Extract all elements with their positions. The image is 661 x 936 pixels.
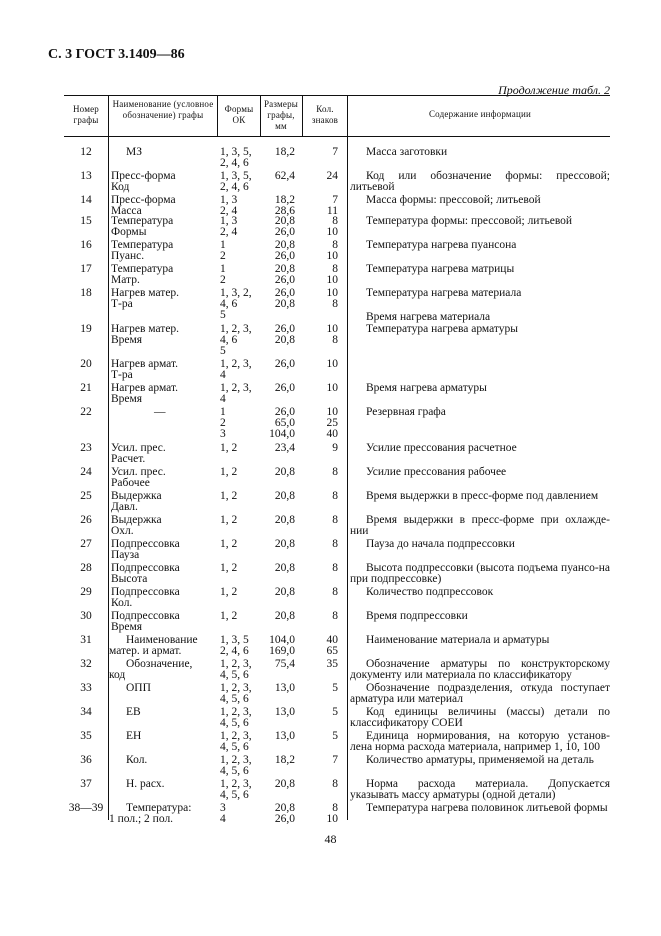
page-number: 48 [324, 832, 337, 846]
col-header-name: Наименование (условное обозначение) графы [112, 99, 214, 120]
cell-size: 13,0 [274, 730, 295, 742]
cell-content: Норма расхода материала. Допускается указывать массу арматуры (одной детали) [350, 778, 610, 801]
cell-cnt: 7 11 [326, 194, 338, 217]
cell-name: Нагрев армат. Время [111, 382, 179, 405]
col-header-num: Номер графы [72, 104, 100, 125]
cell-n: 18 [80, 287, 92, 299]
cell-n: 13 [80, 170, 92, 182]
cell-name: Температура Формы [111, 215, 174, 238]
cell-n: 24 [80, 466, 92, 478]
cell-name: ЕВ [126, 706, 141, 718]
col-header-forms: Формы ОК [224, 104, 254, 125]
table-continuation-label: Продолжение табл. 2 [498, 83, 610, 97]
cell-name: ЕН [126, 730, 142, 742]
cell-forms: 1, 2 [220, 442, 238, 454]
cell-forms: 1, 2, 3, 4 [220, 358, 252, 381]
cell-name: ОПП [126, 682, 151, 694]
cell-size: 20,8 [274, 490, 295, 502]
cell-size: 20,8 [274, 586, 295, 598]
cell-size: 20,8 [274, 514, 295, 526]
cell-n: 20 [80, 358, 92, 370]
cell-forms: 1, 3 2, 4 [220, 194, 238, 217]
cell-name: Пресс-форма Масса [111, 194, 176, 217]
cell-cnt: 40 65 [326, 634, 338, 657]
cell-content: Обозначение арматуры по конструкторскому документу или материала по классификатору [350, 658, 610, 681]
cell-name: МЗ [126, 146, 142, 158]
cell-forms: 1, 2, 3, 4 [220, 382, 252, 405]
cell-size: 20,8 26,0 [274, 239, 295, 262]
cell-forms: 1, 2 [220, 610, 238, 622]
cell-n: 26 [80, 514, 92, 526]
cell-size: 26,0 20,8 [274, 287, 295, 310]
cell-content: Усилие прессования рабочее [366, 466, 507, 478]
cell-forms: 1, 2 [220, 538, 238, 550]
cell-cnt: 8 [332, 538, 338, 550]
cell-content: Температура нагрева материала [366, 287, 522, 299]
cell-content: Время выдержки в пресс-форме под давлением [366, 490, 599, 502]
cell-content: Время выдержки в пресс-форме при охлажде-нии [350, 514, 610, 537]
cell-n: 32 [80, 658, 92, 670]
cell-n: 15 [80, 215, 92, 227]
col-divider [347, 95, 348, 136]
cell-size: 20,8 [274, 562, 295, 574]
cell-cnt: 8 10 [326, 239, 338, 262]
cell-forms: 1, 2, 3, 4, 5, 6 [220, 658, 252, 681]
cell-size: 20,8 [274, 610, 295, 622]
cell-name: Подпрессовка Время [111, 610, 180, 633]
cell-n: 29 [80, 586, 92, 598]
cell-size: 20,8 26,0 [274, 802, 295, 825]
cell-content: Наименование материала и арматуры [366, 634, 550, 646]
cell-n: 22 [80, 406, 92, 418]
cell-forms: 1, 3, 5 2, 4, 6 [220, 634, 249, 657]
cell-forms: 1, 2 [220, 562, 238, 574]
cell-n: 16 [80, 239, 92, 251]
cell-size: 62,4 [274, 170, 295, 182]
cell-n: 36 [80, 754, 92, 766]
cell-n: 17 [80, 263, 92, 275]
col-divider [108, 136, 109, 820]
cell-name: Нагрев армат. Т-ра [111, 358, 179, 381]
cell-cnt: 8 [332, 562, 338, 574]
cell-forms: 1, 2, 3, 4, 5, 6 [220, 706, 252, 729]
cell-name: Температура Пуанс. [111, 239, 174, 262]
cell-content: Время подпрессовки [366, 610, 468, 622]
cell-forms: 1 2 [220, 263, 226, 286]
cell-forms: 1 2 3 [220, 406, 226, 440]
cell-n: 35 [80, 730, 92, 742]
cell-content: Температура формы: прессовой; литьевой [366, 215, 573, 227]
cell-forms: 3 4 [220, 802, 226, 825]
cell-cnt: 8 10 [326, 802, 338, 825]
cell-cnt: 10 8 [326, 323, 338, 346]
cell-cnt: 8 [332, 466, 338, 478]
cell-content: Резервная графа [366, 406, 446, 418]
cell-cnt: 8 10 [326, 215, 338, 238]
cell-content: Масса заготовки [366, 146, 448, 158]
cell-size: 13,0 [274, 682, 295, 694]
cell-n: 30 [80, 610, 92, 622]
cell-size: 18,2 [274, 754, 295, 766]
cell-content: Время нагрева арматуры [366, 382, 487, 394]
cell-size: 18,2 [274, 146, 295, 158]
cell-cnt: 7 [332, 146, 338, 158]
cell-size: 26,0 [274, 382, 295, 394]
cell-cnt: 5 [332, 682, 338, 694]
cell-forms: 1, 2, 3, 4, 5, 6 [220, 682, 252, 705]
cell-name: — [154, 406, 166, 418]
cell-content: Температура нагрева половинок литьевой формы [366, 802, 608, 814]
cell-content: Код или обозначение формы: прессовой; литьевой [350, 170, 610, 193]
cell-size: 26,0 [274, 358, 295, 370]
cell-forms: 1 2 [220, 239, 226, 262]
cell-cnt: 8 [332, 610, 338, 622]
cell-n: 23 [80, 442, 92, 454]
cell-cnt: 8 10 [326, 263, 338, 286]
cell-name: Нагрев матер. Т-ра [111, 287, 180, 310]
cell-forms: 1, 3, 5, 2, 4, 6 [220, 146, 252, 169]
table-top-border [64, 95, 610, 96]
cell-cnt: 5 [332, 706, 338, 718]
cell-name: Наименование матер. и армат. [109, 634, 198, 657]
cell-cnt: 5 [332, 730, 338, 742]
cell-content: Температура нагрева пуансона [366, 239, 517, 251]
cell-name: Обозначение, код [109, 658, 193, 681]
cell-size: 20,8 [274, 466, 295, 478]
cell-size: 20,8 [274, 778, 295, 790]
cell-content: Масса формы: прессовой; литьевой [366, 194, 541, 206]
cell-name: Усил. прес. Рабочее [111, 466, 166, 489]
cell-content: Обозначение подразделения, откуда поступает арматура или материал [350, 682, 610, 705]
cell-n: 33 [80, 682, 92, 694]
col-header-content: Содержание информации [428, 109, 531, 119]
cell-n: 31 [80, 634, 92, 646]
cell-forms: 1, 3, 5, 2, 4, 6 [220, 170, 252, 193]
cell-content: Время нагрева материала [366, 311, 491, 323]
cell-cnt: 10 25 40 [326, 406, 338, 440]
cell-n: 12 [80, 146, 92, 158]
cell-forms: 1, 2 [220, 586, 238, 598]
col-header-size: Размеры графы, мм [263, 99, 299, 131]
cell-content: Высота подпрессовки (высота подъема пуансо-на при подпрессовке) [350, 562, 610, 585]
cell-name: Выдержка Охл. [111, 514, 162, 537]
cell-size: 18,2 28,6 [274, 194, 295, 217]
cell-content: Температура нагрева арматуры [366, 323, 519, 335]
cell-forms: 1, 2, 3, 4, 5, 6 [220, 754, 252, 777]
cell-cnt: 10 8 [326, 287, 338, 310]
cell-n: 25 [80, 490, 92, 502]
cell-name: Н. расх. [126, 778, 165, 790]
cell-size: 13,0 [274, 706, 295, 718]
cell-forms: 1, 2, 3, 4, 5, 6 [220, 778, 252, 801]
cell-forms: 1, 3, 2, 4, 6 5 [220, 287, 252, 321]
cell-forms: 1, 2, 3, 4, 5, 6 [220, 730, 252, 753]
cell-name: Нагрев матер. Время [111, 323, 180, 346]
cell-cnt: 8 [332, 514, 338, 526]
cell-content: Пауза до начала подпрессовки [366, 538, 515, 550]
cell-n: 19 [80, 323, 92, 335]
cell-size: 23,4 [274, 442, 295, 454]
cell-cnt: 9 [332, 442, 338, 454]
cell-n: 27 [80, 538, 92, 550]
col-divider [347, 136, 348, 820]
cell-content: Количество арматуры, применяемой на деталь [366, 754, 594, 766]
cell-forms: 1, 2 [220, 514, 238, 526]
cell-size: 20,8 26,0 [274, 263, 295, 286]
cell-cnt: 10 [326, 382, 338, 394]
cell-content: Усилие прессования расчетное [366, 442, 517, 454]
cell-cnt: 8 [332, 490, 338, 502]
cell-size: 26,0 20,8 [274, 323, 295, 346]
cell-forms: 1, 2, 3, 4, 6 5 [220, 323, 252, 357]
cell-size: 20,8 26,0 [274, 215, 295, 238]
cell-name: Кол. [126, 754, 148, 766]
cell-cnt: 7 [332, 754, 338, 766]
cell-forms: 1, 2 [220, 490, 238, 502]
cell-cnt: 35 [326, 658, 338, 670]
cell-content: Код единицы величины (массы) детали по классификатору СОЕИ [350, 706, 610, 729]
cell-n: 34 [80, 706, 92, 718]
cell-cnt: 10 [326, 358, 338, 370]
cell-n: 14 [80, 194, 92, 206]
cell-n: 37 [80, 778, 92, 790]
col-divider [217, 95, 218, 136]
cell-name: Температура Матр. [111, 263, 174, 286]
cell-content: Единица нормирования, на которую установ-лена норма расхода материала, например 1, 10, 100 [350, 730, 610, 753]
cell-name: Выдержка Давл. [111, 490, 162, 513]
cell-cnt: 8 [332, 586, 338, 598]
cell-n: 38—39 [68, 802, 104, 814]
cell-name: Усил. прес. Расчет. [111, 442, 166, 465]
cell-name: Температура: 1 пол.; 2 пол. [109, 802, 192, 825]
cell-name: Подпрессовка Высота [111, 562, 180, 585]
cell-name: Подпрессовка Кол. [111, 586, 180, 609]
cell-content: Температура нагрева матрицы [366, 263, 515, 275]
cell-cnt: 24 [326, 170, 338, 182]
cell-n: 28 [80, 562, 92, 574]
cell-n: 21 [80, 382, 92, 394]
cell-size: 26,0 65,0 104,0 [269, 406, 295, 440]
page-header: С. 3 ГОСТ 3.1409—86 [48, 47, 185, 62]
header-bottom-border [64, 136, 610, 137]
cell-size: 104,0 169,0 [269, 634, 295, 657]
cell-name: Подпрессовка Пауза [111, 538, 180, 561]
cell-name: Пресс-форма Код [111, 170, 176, 193]
cell-size: 20,8 [274, 538, 295, 550]
cell-cnt: 8 [332, 778, 338, 790]
cell-forms: 1, 2 [220, 466, 238, 478]
col-divider [302, 95, 303, 136]
col-header-count: Кол. знаков [311, 104, 339, 125]
cell-content: Количество подпрессовок [366, 586, 494, 598]
cell-size: 75,4 [274, 658, 295, 670]
cell-forms: 1, 3 2, 4 [220, 215, 238, 238]
col-divider [108, 95, 109, 136]
